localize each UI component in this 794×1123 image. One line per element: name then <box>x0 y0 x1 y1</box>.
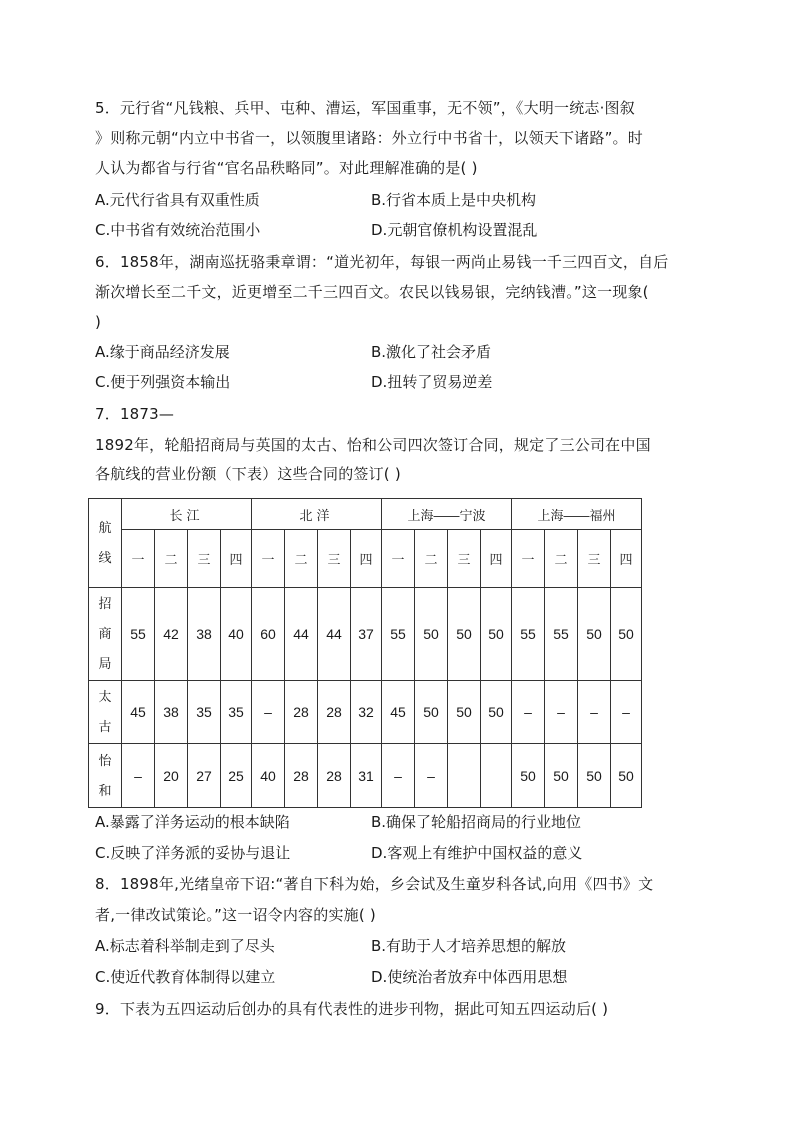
share-cell: 42 <box>155 588 188 681</box>
q7-option-a[interactable]: A.暴露了洋务运动的根本缺陷 <box>95 813 290 831</box>
q6-option-d[interactable]: D.扭转了贸易逆差 <box>371 373 493 391</box>
route-header-shanghai-ningbo: 上海——宁波 <box>382 499 512 530</box>
share-cell: 55 <box>512 588 545 681</box>
round-header: 三 <box>578 530 611 588</box>
share-cell: – <box>545 681 578 744</box>
share-cell: 38 <box>188 588 221 681</box>
round-header: 四 <box>351 530 382 588</box>
share-cell: – <box>122 744 155 808</box>
share-cell: – <box>512 681 545 744</box>
round-header: 三 <box>448 530 481 588</box>
share-cell: 50 <box>512 744 545 808</box>
round-header: 三 <box>188 530 221 588</box>
q7-line-2: 1892年，轮船招商局与英国的太古、怡和公司四次签订合同，规定了三公司在中国 <box>95 436 651 454</box>
q5-option-a[interactable]: A.元代行省具有双重性质 <box>95 191 260 209</box>
share-cell: 44 <box>285 588 318 681</box>
company-label-char: 怡 <box>98 752 112 768</box>
share-cell: 25 <box>221 744 252 808</box>
q6-option-a[interactable]: A.缘于商品经济发展 <box>95 343 230 361</box>
q8-option-b[interactable]: B.有助于人才培养思想的解放 <box>371 937 567 955</box>
share-cell: 50 <box>448 681 481 744</box>
share-cell: 55 <box>122 588 155 681</box>
share-cell: 35 <box>188 681 221 744</box>
q5-option-d[interactable]: D.元朝官僚机构设置混乱 <box>371 221 538 239</box>
q6-line-1: 6．1858年，湖南巡抚骆秉章谓：“道光初年，每银一两尚止易钱一千三四百文，自后 <box>95 253 669 271</box>
corner-char: 线 <box>98 550 112 565</box>
company-label-char: 招 <box>98 596 112 611</box>
share-cell: – <box>252 681 285 744</box>
q7-line-1: 7．1873— <box>95 405 175 423</box>
corner-header <box>89 499 122 588</box>
round-header: 一 <box>122 530 155 588</box>
share-cell: 50 <box>578 744 611 808</box>
route-header-beiyang: 北洋 <box>252 499 382 530</box>
share-cell: 28 <box>318 681 351 744</box>
q7-option-c[interactable]: C.反映了洋务派的妥协与退让 <box>95 844 291 862</box>
q5-line-3: 人认为都省与行省“官名品秩略同”。对此理解准确的是( ) <box>95 159 478 177</box>
share-cell: 50 <box>578 588 611 681</box>
round-header: 四 <box>481 530 512 588</box>
q5-line-2: 》则称元朝“内立中书省一，以领腹里诸路：外立行中书省十，以领天下诸路”。时 <box>95 129 643 147</box>
share-cell: 28 <box>285 681 318 744</box>
q6-line-2: 渐次增长至二千文，近更增至二千三四百文。农民以钱易银，完纳钱漕。”这一现象( <box>95 283 649 301</box>
company-label <box>89 681 122 744</box>
share-cell: 50 <box>415 588 448 681</box>
company-label-char: 和 <box>98 782 112 798</box>
share-cell: – <box>382 744 415 808</box>
share-cell: 50 <box>481 681 512 744</box>
share-cell: 50 <box>611 588 642 681</box>
share-cell: 27 <box>188 744 221 808</box>
share-cell: 50 <box>481 588 512 681</box>
route-header-shanghai-fuzhou: 上海——福州 <box>512 499 642 530</box>
company-label-char: 商 <box>98 626 112 641</box>
route-header-changjiang: 长江 <box>122 499 252 530</box>
round-header: 二 <box>415 530 448 588</box>
corner-char: 航 <box>98 520 112 535</box>
share-cell: 20 <box>155 744 188 808</box>
share-cell: 60 <box>252 588 285 681</box>
q8-line-1: 8．1898年,光绪皇帝下诏:“著自下科为始，乡会试及生童岁科各试,向用《四书》文 <box>95 875 654 893</box>
round-header: 四 <box>611 530 642 588</box>
company-label-char: 局 <box>98 656 112 671</box>
share-cell: 37 <box>351 588 382 681</box>
share-cell: 55 <box>382 588 415 681</box>
round-header: 二 <box>155 530 188 588</box>
share-cell: 44 <box>318 588 351 681</box>
round-header: 三 <box>318 530 351 588</box>
q6-line-3: ) <box>95 313 102 331</box>
share-cell: 38 <box>155 681 188 744</box>
share-cell: 32 <box>351 681 382 744</box>
share-cell: 40 <box>221 588 252 681</box>
q6-option-b[interactable]: B.激化了社会矛盾 <box>371 343 492 361</box>
share-cell: 45 <box>382 681 415 744</box>
round-header: 一 <box>382 530 415 588</box>
q5-option-c[interactable]: C.中书省有效统治范围小 <box>95 221 261 239</box>
company-label-char: 古 <box>98 719 112 734</box>
share-cell: 28 <box>285 744 318 808</box>
round-header: 二 <box>285 530 318 588</box>
share-cell: 35 <box>221 681 252 744</box>
q5-option-b[interactable]: B.行省本质上是中央机构 <box>371 191 537 209</box>
share-cell: 40 <box>252 744 285 808</box>
q8-option-c[interactable]: C.使近代教育体制得以建立 <box>95 968 276 986</box>
share-cell: – <box>611 681 642 744</box>
q8-option-d[interactable]: D.使统治者放弃中体西用思想 <box>371 968 568 986</box>
q6-option-c[interactable]: C.便于列强资本输出 <box>95 373 231 391</box>
share-cell: 50 <box>545 744 578 808</box>
share-cell: – <box>578 681 611 744</box>
share-cell <box>448 744 481 808</box>
route-share-table <box>88 498 642 808</box>
share-cell: 50 <box>415 681 448 744</box>
q9-line-1: 9．下表为五四运动后创办的具有代表性的进步刊物，据此可知五四运动后( ) <box>95 1000 609 1018</box>
share-cell: – <box>415 744 448 808</box>
q7-line-3: 各航线的营业份额（下表）这些合同的签订( ) <box>95 465 401 483</box>
share-cell: 31 <box>351 744 382 808</box>
q7-option-d[interactable]: D.客观上有维护中国权益的意义 <box>371 844 583 862</box>
share-cell <box>481 744 512 808</box>
q8-option-a[interactable]: A.标志着科举制走到了尽头 <box>95 937 275 955</box>
share-cell: 50 <box>611 744 642 808</box>
share-cell: 55 <box>545 588 578 681</box>
share-cell: 28 <box>318 744 351 808</box>
q7-option-b[interactable]: B.确保了轮船招商局的行业地位 <box>371 813 582 831</box>
company-label <box>89 744 122 808</box>
company-label <box>89 588 122 681</box>
q5-line-1: 5．元行省“凡钱粮、兵甲、屯种、漕运，军国重事，无不领”，《大明一统志·图叙 <box>95 99 635 117</box>
company-label-char: 太 <box>98 689 112 704</box>
share-cell: 50 <box>448 588 481 681</box>
round-header: 四 <box>221 530 252 588</box>
q8-line-2: 者,一律改试策论。”这一诏令内容的实施( ) <box>95 906 376 924</box>
round-header: 二 <box>545 530 578 588</box>
share-cell: 45 <box>122 681 155 744</box>
round-header: 一 <box>512 530 545 588</box>
round-header: 一 <box>252 530 285 588</box>
